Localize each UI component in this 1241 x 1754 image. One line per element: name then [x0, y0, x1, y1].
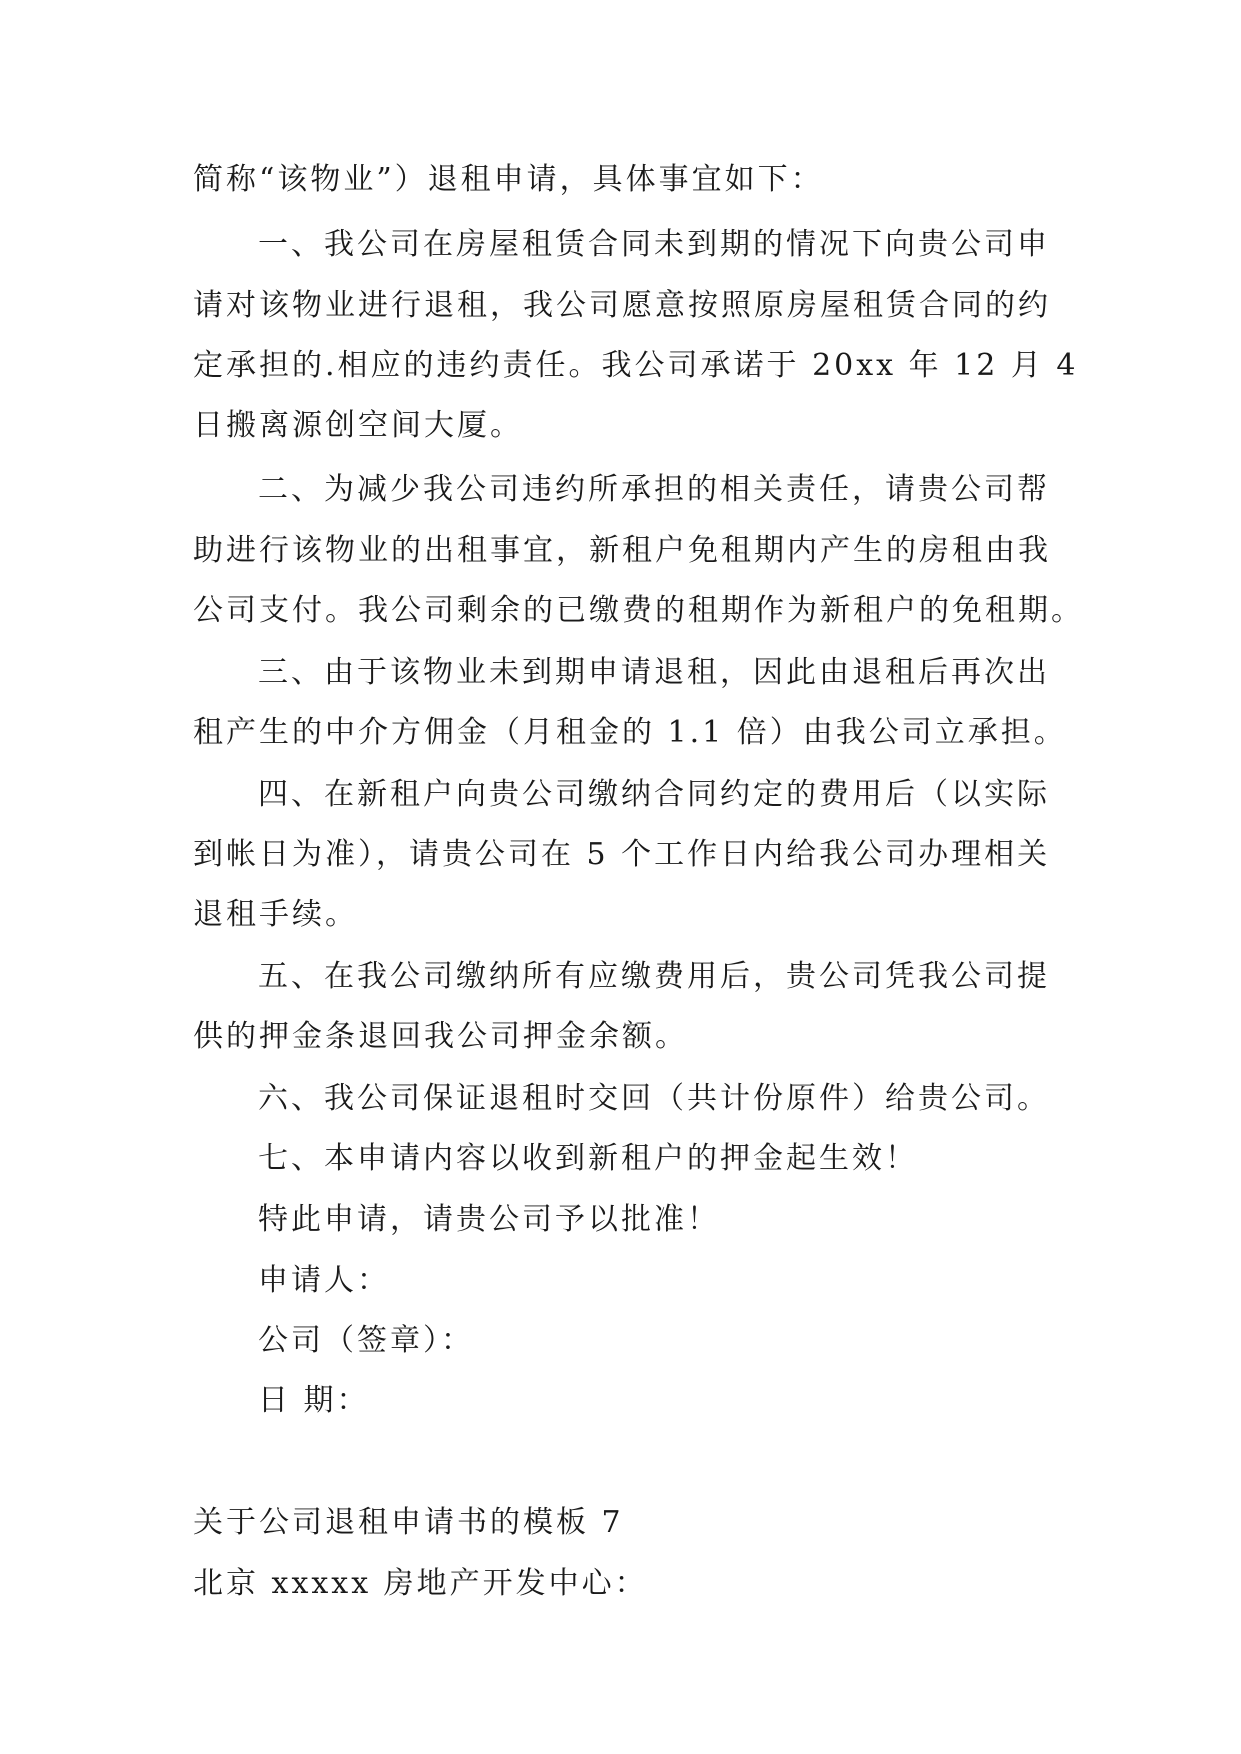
applicant-label: 申请人：: [258, 1263, 390, 1298]
clause-3-line-2: 租产生的中介方佣金（月租金的 1.1 倍）由我公司立承担。: [193, 715, 1067, 750]
clause-1-line-1: 一、我公司在房屋租赁合同未到期的情况下向贵公司申: [258, 227, 1050, 262]
template-title: 关于公司退租申请书的模板 7: [193, 1505, 624, 1540]
clause-2-line-1: 二、为减少我公司违约所承担的相关责任，请贵公司帮: [258, 472, 1050, 507]
clause-7: 七、本申请内容以收到新租户的押金起生效！: [258, 1141, 918, 1176]
clause-1-line-3: 定承担的.相应的违约责任。我公司承诺于 20xx 年 12 月 4: [193, 348, 1079, 383]
clause-6: 六、我公司保证退租时交回（共计份原件）给贵公司。: [258, 1081, 1050, 1116]
clause-1-line-4: 日搬离源创空间大厦。: [193, 408, 523, 443]
addressee: 北京 xxxxx 房地产开发中心：: [193, 1566, 648, 1601]
company-seal-label: 公司（签章）：: [258, 1323, 474, 1358]
date-label: 日 期：: [258, 1383, 370, 1418]
clause-4-line-2: 到帐日为准），请贵公司在 5 个工作日内给我公司办理相关: [193, 837, 1051, 872]
clause-3-line-1: 三、由于该物业未到期申请退租，因此由退租后再次出: [258, 655, 1050, 690]
clause-1-line-2: 请对该物业进行退租，我公司愿意按照原房屋租赁合同的约: [193, 288, 1051, 323]
paragraph-intro-continuation: 简称“该物业”）退租申请，具体事宜如下：: [193, 162, 824, 197]
clause-2-line-2: 助进行该物业的出租事宜，新租户免租期内产生的房租由我: [193, 533, 1051, 568]
clause-5-line-2: 供的押金条退回我公司押金余额。: [193, 1019, 688, 1054]
clause-5-line-1: 五、在我公司缴纳所有应缴费用后，贵公司凭我公司提: [258, 959, 1050, 994]
clause-4-line-1: 四、在新租户向贵公司缴纳合同约定的费用后（以实际: [258, 777, 1050, 812]
clause-2-line-3: 公司支付。我公司剩余的已缴费的租期作为新租户的免租期。: [193, 593, 1084, 628]
clause-4-line-3: 退租手续。: [193, 897, 358, 932]
closing-request: 特此申请，请贵公司予以批准！: [258, 1202, 720, 1237]
